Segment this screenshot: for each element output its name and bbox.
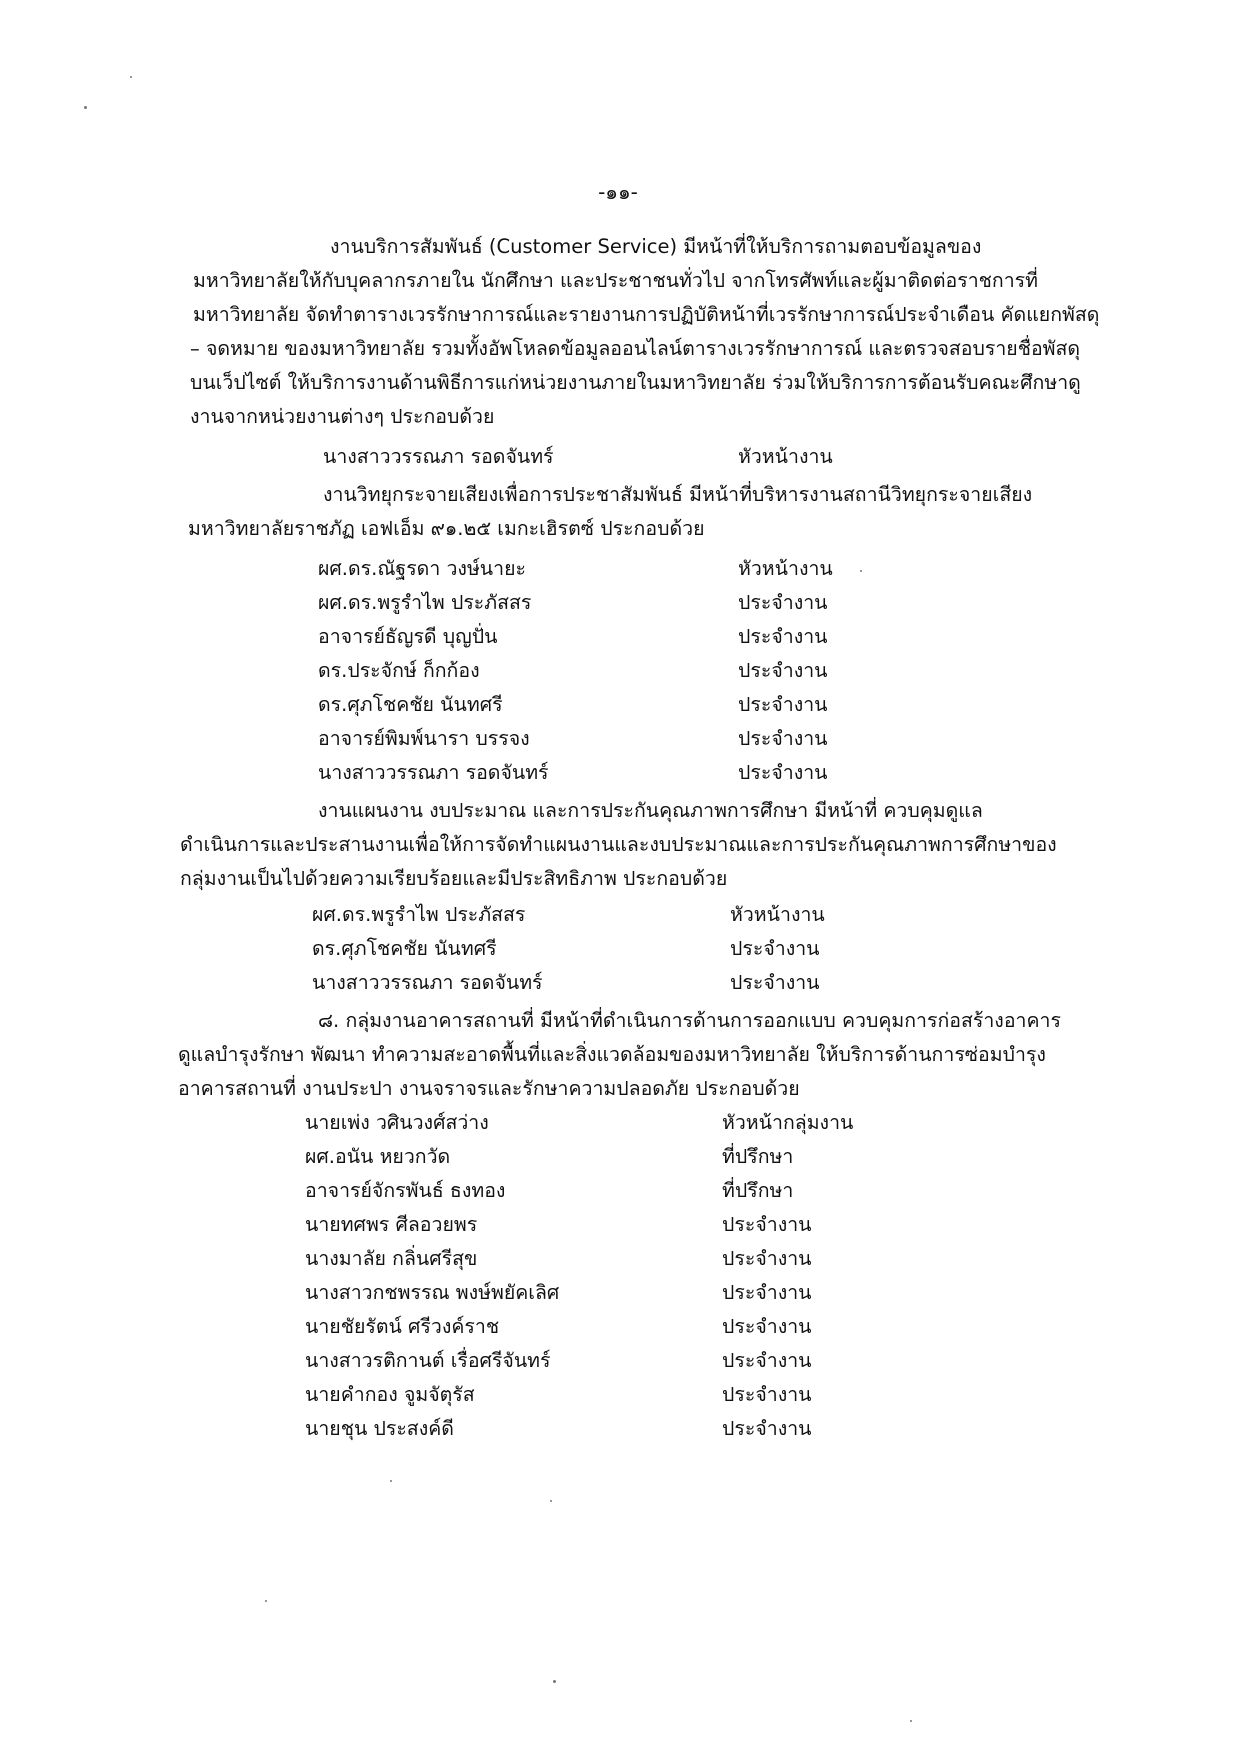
page-number: -๑๑- [598, 180, 638, 204]
member-name: นายเพ่ง วศินวงศ์สว่าง [305, 1111, 489, 1134]
member-role: หัวหน้างาน [738, 445, 833, 468]
member-role: ประจำงาน [722, 1383, 812, 1406]
member-role: ที่ปรึกษา [722, 1179, 794, 1202]
member-role: ประจำงาน [722, 1213, 812, 1236]
member-role: หัวหน้ากลุ่มงาน [722, 1111, 854, 1134]
member-name: อาจารย์ธัญรดี บุญปั่น [318, 625, 498, 648]
paragraph-line: มหาวิทยาลัยให้กับบุคลากรภายใน นักศึกษา และประชาชนทั่วไป จากโทรศัพท์และผู้มาติดต่อราชการที่ [193, 269, 1038, 292]
member-role: ประจำงาน [738, 591, 828, 614]
scan-speck [550, 1500, 552, 1502]
member-role: ประจำงาน [722, 1349, 812, 1372]
paragraph-line: มหาวิทยาลัยราชภัฏ เอฟเอ็ม ๙๑.๒๕ เมกะเฮิรตซ์ ประกอบด้วย [188, 517, 705, 540]
member-name: ผศ.ดร.พรูรำไพ ประภัสสร [312, 903, 526, 926]
member-name: นางสาววรรณภา รอดจันทร์ [312, 971, 543, 994]
paragraph-line: ดำเนินการและประสานงานเพื่อให้การจัดทำแผนงานและงบประมาณและการประกันคุณภาพการศึกษาของ [180, 833, 1057, 856]
member-role: ประจำงาน [738, 625, 828, 648]
member-name: อาจารย์พิมพ์นารา บรรจง [318, 727, 530, 750]
paragraph-line: มหาวิทยาลัย จัดทำตารางเวรรักษาการณ์และรายงานการปฏิบัติหน้าที่เวรรักษาการณ์ประจำเดือน คัดแยกพัสดุ [193, 303, 1100, 326]
paragraph-line: – จดหมาย ของมหาวิทยาลัย รวมทั้งอัพโหลดข้อมูลออนไลน์ตารางเวรรักษาการณ์ และตรวจสอบรายชื่อพัสดุ [190, 337, 1081, 360]
member-name: นายชัยรัตน์ ศรีวงค์ราช [305, 1315, 500, 1338]
member-role: หัวหน้างาน [738, 557, 833, 580]
member-role: ประจำงาน [738, 761, 828, 784]
paragraph-line: งานจากหน่วยงานต่างๆ ประกอบด้วย [190, 405, 495, 428]
member-name: นางสาวกชพรรณ พงษ์พยัคเลิศ [305, 1281, 560, 1304]
paragraph-line: บนเว็ปไซต์ ให้บริการงานด้านพิธีการแก่หน่วยงานภายในมหาวิทยาลัย ร่วมให้บริการการต้อนรับคณะศึกษาดู [190, 371, 1081, 394]
member-role: ประจำงาน [730, 971, 820, 994]
paragraph-line: กลุ่มงานเป็นไปด้วยความเรียบร้อยและมีประสิทธิภาพ ประกอบด้วย [180, 867, 728, 890]
member-name: นายชุน ประสงค์ดี [305, 1417, 454, 1440]
member-role: ที่ปรึกษา [722, 1145, 794, 1168]
scan-speck [860, 570, 862, 572]
member-role: ประจำงาน [722, 1247, 812, 1270]
scan-speck [390, 1480, 392, 1482]
member-name: นายคำกอง จูมจัตุรัส [305, 1383, 475, 1406]
scan-speck [84, 106, 87, 109]
member-name: นางสาวรติกานต์ เรื่อศรีจันทร์ [305, 1349, 551, 1372]
scan-speck [553, 1680, 556, 1683]
scan-speck [130, 76, 132, 78]
member-role: ประจำงาน [722, 1417, 812, 1440]
paragraph-line: ๘. กลุ่มงานอาคารสถานที่ มีหน้าที่ดำเนินการด้านการออกแบบ ควบคุมการก่อสร้างอาคาร [318, 1009, 1061, 1032]
member-name: นางมาลัย กลิ่นศรีสุข [305, 1247, 478, 1270]
paragraph-line: งานแผนงาน งบประมาณ และการประกันคุณภาพการศึกษา มีหน้าที่ ควบคุมดูแล [318, 799, 983, 822]
member-name: ผศ.ดร.ณัฐรดา วงษ์นายะ [318, 557, 526, 580]
member-name: นางสาววรรณภา รอดจันทร์ [318, 761, 549, 784]
paragraph-line: ดูแลบำรุงรักษา พัฒนา ทำความสะอาดพื้นที่และสิ่งแวดล้อมของมหาวิทยาลัย ให้บริการด้านการซ่อมบำรุง [178, 1043, 1046, 1066]
member-role: ประจำงาน [730, 937, 820, 960]
member-name: ผศ.อนัน หยวกวัด [305, 1145, 451, 1168]
member-name: ดร.ศุภโชคชัย นันทศรี [318, 693, 503, 716]
member-role: ประจำงาน [738, 727, 828, 750]
member-name: นายทศพร ศีลอวยพร [305, 1213, 478, 1236]
member-role: ประจำงาน [722, 1315, 812, 1338]
member-name: ดร.ศุภโชคชัย นันทศรี [312, 937, 497, 960]
paragraph-line: อาคารสถานที่ งานประปา งานจราจรและรักษาความปลอดภัย ประกอบด้วย [178, 1077, 800, 1100]
member-name: ดร.ประจักษ์ ก็กก้อง [318, 659, 480, 682]
paragraph-line: งานวิทยุกระจายเสียงเพื่อการประชาสัมพันธ์ มีหน้าที่บริหารงานสถานีวิทยุกระจายเสียง [323, 483, 1033, 506]
member-name: นางสาววรรณภา รอดจันทร์ [323, 445, 554, 468]
member-name: ผศ.ดร.พรูรำไพ ประภัสสร [318, 591, 532, 614]
member-role: หัวหน้างาน [730, 903, 825, 926]
scan-speck [910, 1720, 912, 1722]
scan-speck [265, 1600, 267, 1602]
member-role: ประจำงาน [738, 693, 828, 716]
paragraph-line: งานบริการสัมพันธ์ (Customer Service) มีหน้าที่ให้บริการถามตอบข้อมูลของ [330, 235, 982, 258]
member-role: ประจำงาน [722, 1281, 812, 1304]
member-role: ประจำงาน [738, 659, 828, 682]
member-name: อาจารย์จักรพันธ์ ธงทอง [305, 1179, 506, 1202]
